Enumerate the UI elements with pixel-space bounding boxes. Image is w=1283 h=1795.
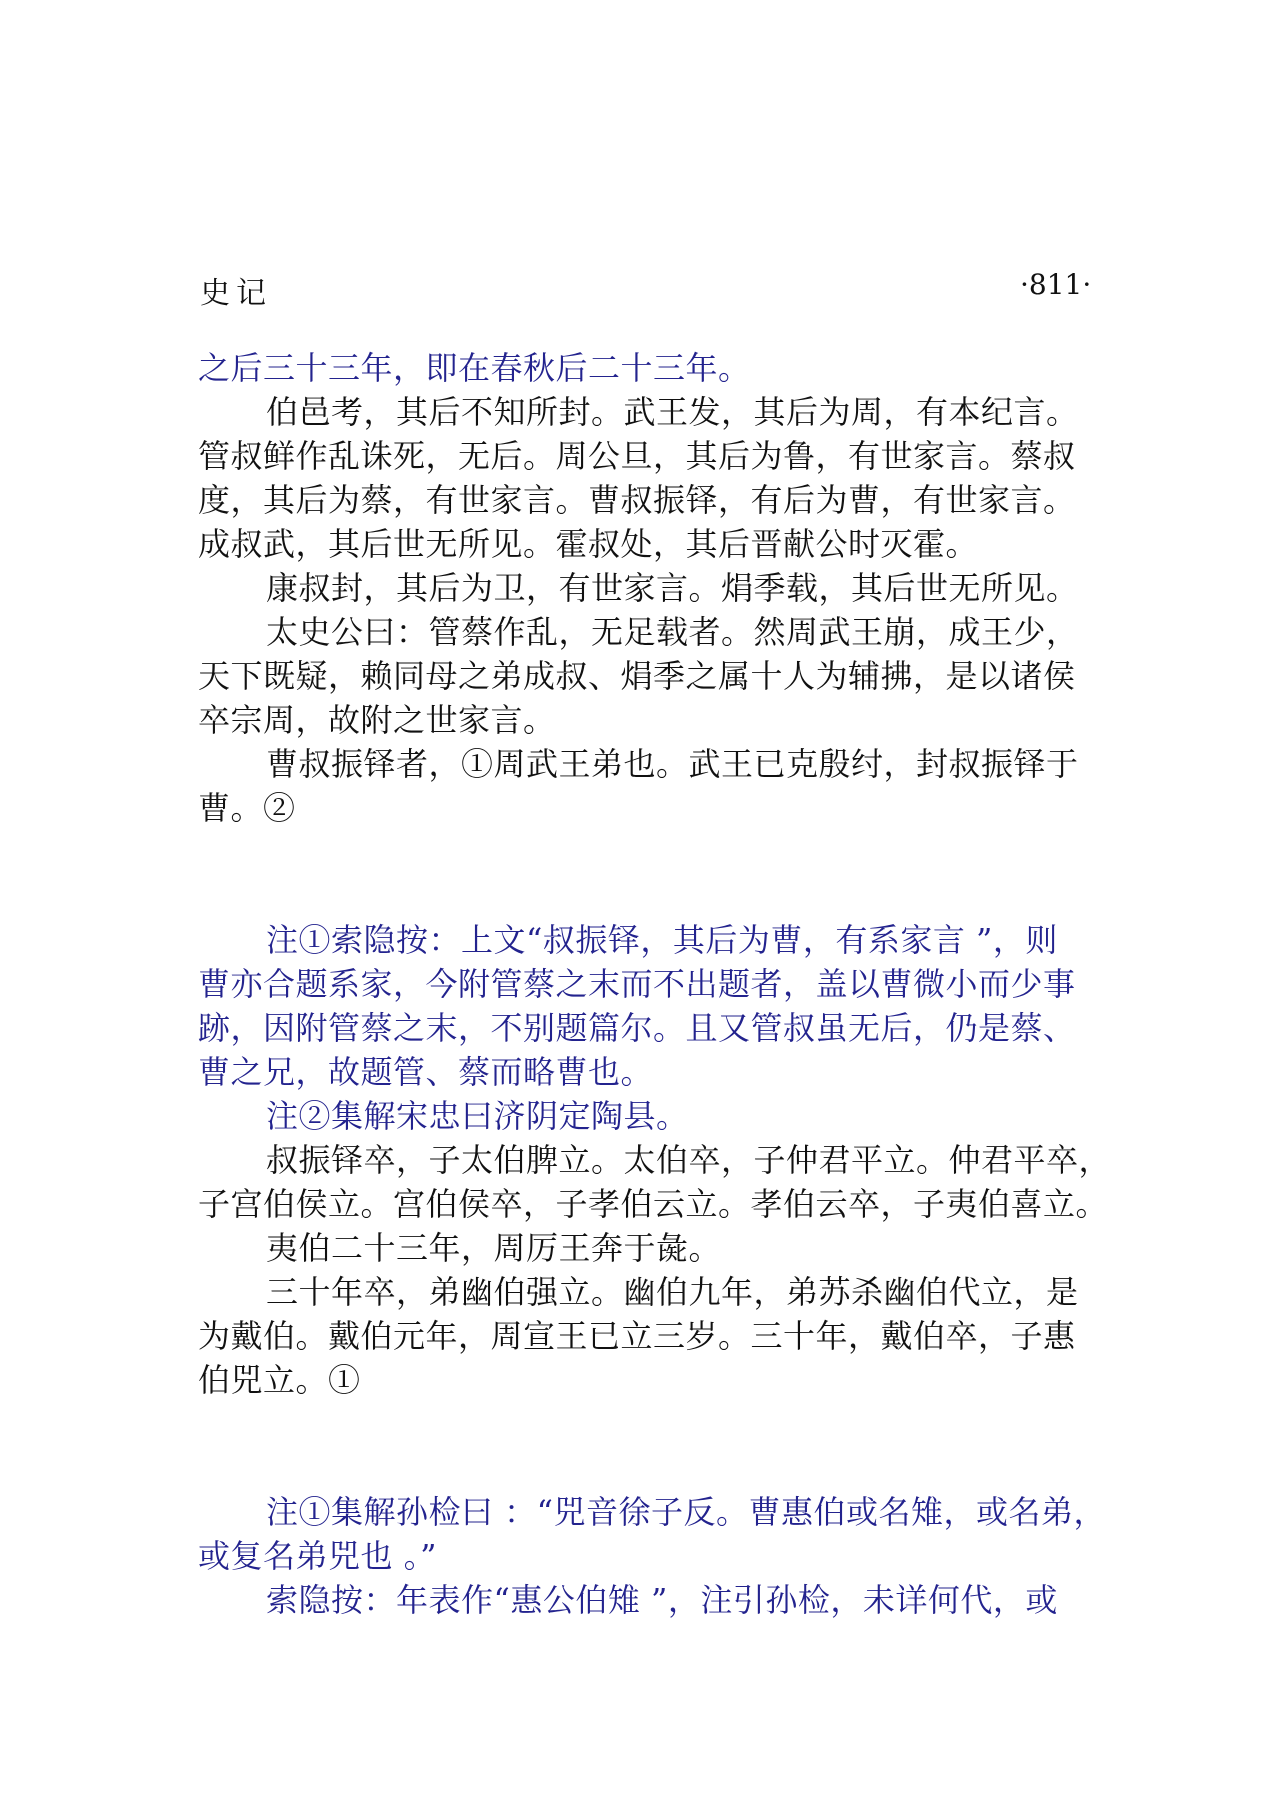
text-body [198,346,1112,1622]
text-line: 夷伯二十三年，周厉王奔于彘。 [266,1229,722,1267]
text-line: 天下既疑，赖同母之弟成叔、焆季之属十人为辅拂，是以诸侯 [198,657,1076,695]
text-line: 之后三十三年，即在春秋后二十三年。 [198,349,751,387]
text-line: 曹。② [198,789,296,827]
annotation-line: 跡，因附管蔡之末，不别题篇尔。且又管叔虽无后，仍是蔡、 [198,1009,1076,1047]
text-line: 伯邑考，其后不知所封。武王发，其后为周，有本纪言。 [266,393,1079,431]
annotation-line: 或复名弟兕也 。” [198,1537,438,1575]
annotation-line: 曹之兄，故题管、蔡而略曹也。 [198,1053,654,1091]
text-line: 管叔鲜作乱诛死，无后。周公旦，其后为鲁，有世家言。蔡叔 [198,437,1076,475]
text-line: 为戴伯。戴伯元年，周宣王已立三岁。三十年，戴伯卒，子惠 [198,1317,1076,1355]
annotation-line: 注②集解宋忠曰济阴定陶县。 [266,1097,689,1135]
page-number: ·811· [1020,268,1092,301]
text-line: 子宫伯侯立。宫伯侯卒，子孝伯云立。孝伯云卒，子夷伯喜立。 [198,1185,1109,1223]
annotation-line: 注①索隐按：上文“叔振铎，其后为曹，有系家言 ”，则 [266,921,1058,959]
text-line: 成叔武，其后世无所见。霍叔处，其后晋献公时灭霍。 [198,525,979,563]
paragraph-gap [198,830,1098,918]
text-line: 康叔封，其后为卫，有世家言。焆季载，其后世无所见。 [266,569,1079,607]
paragraph-gap [198,1402,1098,1490]
annotation-line: 注①集解孙检曰 ：“兕音徐子反。曹惠伯或名雉，或名弟， [266,1493,1107,1531]
text-line: 曹叔振铎者，①周武王弟也。武王已克殷纣，封叔振铎于 [266,745,1079,783]
book-title: 史记 [200,276,272,311]
text-line: 卒宗周，故附之世家言。 [198,701,556,739]
annotation-line: 曹亦合题系家，今附管蔡之末而不出题者，盖以曹微小而少事 [198,965,1076,1003]
text-line: 三十年卒，弟幽伯强立。幽伯九年，弟苏杀幽伯代立，是 [266,1273,1079,1311]
text-line: 度，其后为蔡，有世家言。曹叔振铎，有后为曹，有世家言。 [198,481,1076,519]
annotation-line: 索隐按：年表作“惠公伯雉 ”，注引孙检，未详何代，或 [266,1581,1058,1619]
text-line: 叔振铎卒，子太伯脾立。太伯卒，子仲君平立。仲君平卒， [266,1141,1112,1179]
text-line: 伯兕立。① [198,1361,361,1399]
text-line: 太史公曰：管蔡作乱，无足载者。然周武王崩，成王少， [266,613,1079,651]
